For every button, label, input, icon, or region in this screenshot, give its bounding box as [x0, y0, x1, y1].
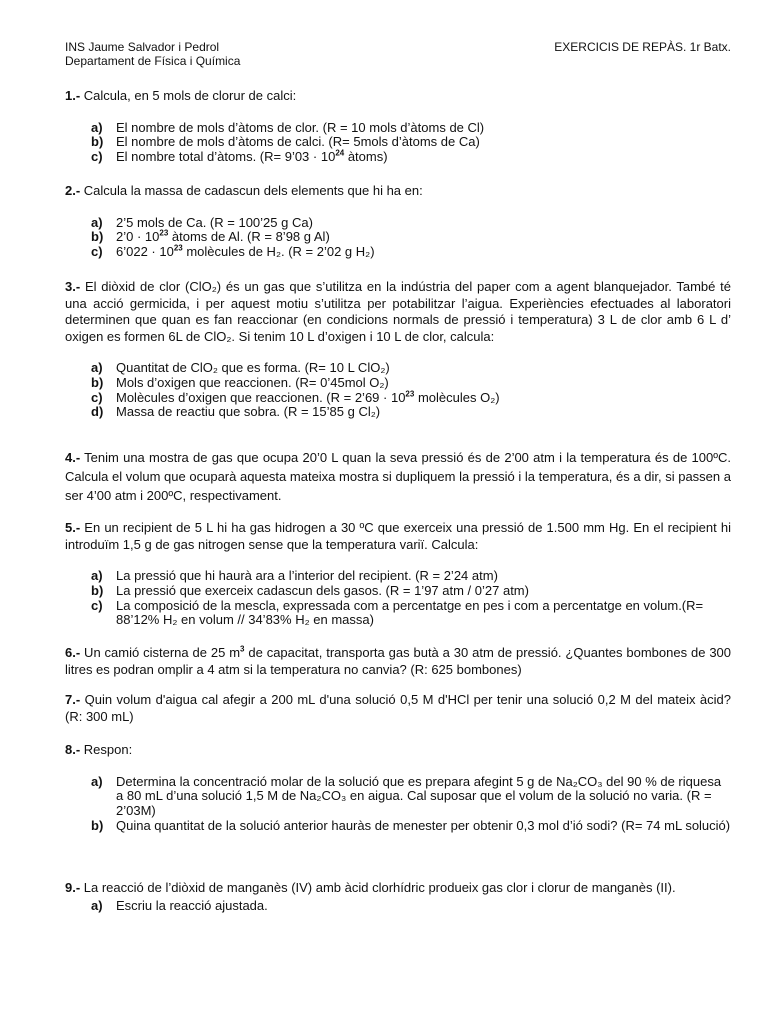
sub-question-list [65, 775, 731, 834]
sub-question [65, 899, 731, 914]
exercise-text: Calcula, en 5 mols de clorur de calci: [80, 88, 297, 103]
header-left [65, 40, 240, 68]
sub-question [65, 584, 731, 599]
exercise-statement [65, 448, 731, 505]
exercise-text: La reacció de l’diòxid de manganès (IV) amb àcid clorhídric produeix gas clor i clorur de manganès (II). [80, 880, 676, 895]
sub-question [65, 599, 731, 629]
exercise-5 [65, 520, 731, 628]
exercise-number: 9.- [65, 880, 81, 895]
exercise-number: 5.- [65, 520, 81, 535]
exercise-statement [65, 88, 731, 105]
exercise-7 [65, 692, 731, 725]
sub-question [65, 405, 731, 420]
exercise-statement [65, 742, 731, 759]
sub-question [65, 569, 731, 584]
exercise-number: 3.- [65, 279, 81, 294]
sub-question-text: Mols d’oxigen que reaccionen. (R= 0’45mol O₂) [116, 374, 389, 390]
exercise-statement [65, 645, 731, 678]
department-name: Departament de Física i Química [65, 54, 241, 68]
sub-question [65, 819, 731, 834]
sub-question-label: a) [91, 897, 103, 913]
exercise-2 [65, 183, 731, 260]
exercise-text: Respon: [80, 742, 133, 757]
exercise-8 [65, 742, 731, 834]
sub-question-label: c) [91, 149, 103, 165]
sub-question-label: d) [91, 404, 104, 420]
exercise-number: 1.- [65, 88, 81, 103]
exercise-text: Calcula la massa de cadascun dels elements que hi ha en: [80, 183, 423, 198]
exercise-text: Quin volum d'aigua cal afegir a 200 mL d'una solució 0,5 M d'HCl per tenir una solució 0,2 M del mateix àcid? (R: 300 mL) [65, 692, 731, 724]
sub-question-label: a) [91, 119, 103, 135]
sub-question [65, 150, 731, 165]
sub-question-label: a) [91, 214, 103, 230]
sub-question [65, 775, 731, 819]
sub-question-text: Quantitat de ClO₂ que es forma. (R= 10 L ClO₂) [116, 360, 390, 375]
sub-question [65, 245, 731, 260]
sub-question-text: Molècules d’oxigen que reaccionen. (R = 2’69 · $10^{23}$ molècules O₂) [116, 389, 500, 405]
sub-question-text: La pressió que exerceix cadascun dels gasos. (R = 1’97 atm / 0’27 atm) [116, 582, 529, 598]
exercise-text: El diòxid de clor (ClO₂) és un gas que s’utilitza en la indústria del paper com a agent blanquejador. També té una acció germicida, i per aquest motiu s’utilitza per potabilitzar l’aigua. Experiències efectuades al laboratori determinen que quan es fan reaccionar (en condicions normals de pressió i temperatura) 3 L de clor amb 6 L d’ oxigen es formen 6L de ClO₂. Si tenim 10 L d’oxigen i 10 L de clor, calcula: [65, 279, 731, 344]
exercise-statement [65, 692, 731, 725]
school-name: INS Jaume Salvador i Pedrol [65, 40, 220, 54]
exercise-1 [65, 88, 731, 165]
sub-question-list [65, 216, 731, 260]
document-page [65, 40, 732, 913]
sub-question-text: 2’0 · $10^{23}$ àtoms de Al. (R = 8’98 g Al) [116, 228, 330, 245]
sub-question-text: Massa de reactiu que sobra. (R = 15’85 g Cl₂) [116, 404, 381, 420]
sub-question-text: Determina la concentració molar de la solució que es prepara afegint 5 g de Na₂CO₃ del 90 % de riquesa a 80 mL d’una solució 1,5 M de Na₂CO₃ en aigua. Cal suposar que el volum de la solució no varia. (R = 2’03M) [116, 773, 722, 819]
document-title: EXERCICIS DE REPÀS. 1r Batx. [554, 40, 731, 54]
sub-question-list [65, 121, 731, 165]
sub-question [65, 361, 731, 376]
exercise-statement [65, 279, 731, 345]
sub-question-text: El nombre de mols d’àtoms de clor. (R = 10 mols d’àtoms de Cl) [116, 119, 485, 135]
exercise-9 [65, 880, 731, 913]
sub-question-list [65, 569, 731, 628]
sub-question-label: a) [91, 568, 103, 583]
exercise-statement [65, 183, 731, 200]
sub-question-text: La pressió que hi haurà ara a l’interior del recipient. (R = 2’24 atm) [116, 568, 498, 583]
sub-question-label: b) [91, 817, 104, 833]
sub-question-list [65, 899, 731, 914]
exercise-number: 4.- [65, 450, 81, 465]
sub-question-text: 2’5 mols de Ca. (R = 100’25 g Ca) [116, 214, 313, 230]
sub-question-list [65, 361, 731, 420]
sub-question-text: El nombre de mols d’àtoms de calci. (R= 5mols d’àtoms de Ca) [116, 134, 480, 150]
exercise-4 [65, 448, 731, 505]
sub-question [65, 391, 731, 406]
exercise-statement [65, 520, 731, 553]
sub-question [65, 376, 731, 391]
sub-question-text: La composició de la mescla, expressada com a percentatge en pes i com a percentatge en volum.(R= 88’12% H₂ en volum // 34’83% H₂ en massa) [116, 597, 704, 628]
sub-question-label: b) [91, 374, 104, 390]
sub-question-label: b) [91, 582, 104, 598]
exercise-number: 6.- [65, 645, 81, 660]
sub-question-text: 6’022 · $10^{23}$ molècules de H₂. (R = 2’02 g H₂) [116, 243, 375, 260]
sub-question-label: a) [91, 360, 103, 375]
sub-question-label: b) [91, 134, 104, 150]
sub-question-label: a) [91, 773, 103, 789]
exercise-statement [65, 880, 731, 897]
sub-question [65, 230, 731, 245]
sub-question-text: Quina quantitat de la solució anterior hauràs de menester per obtenir 0,3 mol d’ió sodi? (R= 74 mL solució) [116, 817, 731, 833]
page-header [65, 40, 731, 68]
sub-question-label: c) [91, 389, 103, 405]
sub-question-label: b) [91, 229, 104, 245]
exercise-number: 8.- [65, 742, 81, 757]
sub-question-text: Escriu la reacció ajustada. [116, 897, 268, 913]
exercise-6 [65, 645, 731, 678]
exercise-3 [65, 279, 731, 420]
sub-question-label: c) [91, 244, 103, 260]
exercise-text: Tenim una mostra de gas que ocupa 20’0 L quan la seva pressió és de 2’00 atm i la temperatura és de 100ºC. Calcula el volum que ocuparà aquesta mateixa mostra si dupliquem la pressió i la temperatura, és a dir, si passen a ser 4’00 atm i 200ºC, respectivament. [65, 450, 731, 503]
exercise-text: Un camió cisterna de 25 $m^3$ de capacitat, transporta gas butà a 30 atm de pressió. ¿Quantes bombones de 300 litres es podran omplir a 4 atm si la temperatura no canvia? (R: 625 bombones) [65, 644, 732, 677]
sub-question-text: El nombre total d’àtoms. (R= 9’03 · $10^{24}$ àtoms) [116, 148, 388, 165]
exercise-number: 7.- [65, 692, 81, 707]
exercise-text: En un recipient de 5 L hi ha gas hidrogen a 30 ºC que exerceix una pressió de 1.500 mm Hg. En el recipient hi introduïm 1,5 g de gas nitrogen sense que la temperatura variï. Calcula: [65, 520, 731, 552]
sub-question [65, 121, 731, 136]
sub-question-label: c) [91, 597, 103, 613]
sub-question [65, 135, 731, 150]
exercise-number: 2.- [65, 183, 81, 198]
